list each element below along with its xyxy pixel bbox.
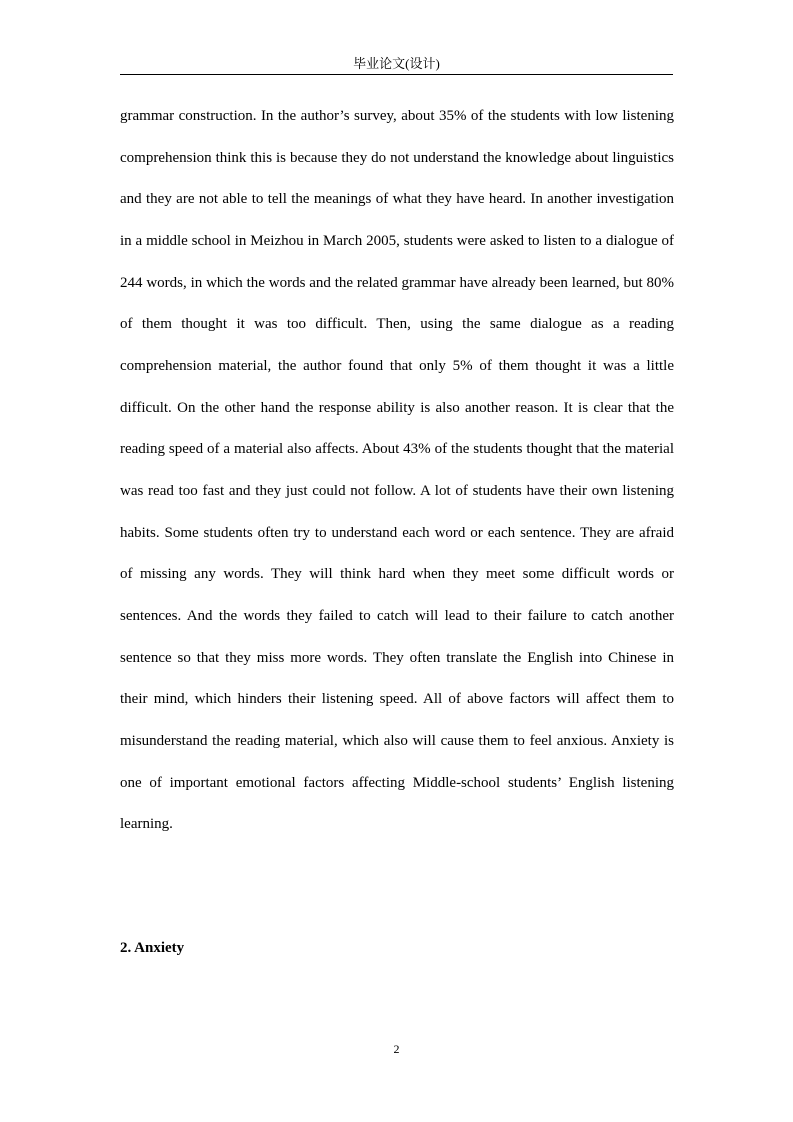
page-number: 2 [393, 1042, 400, 1056]
body-paragraph: grammar construction. In the author’s survey, about 35% of the students with low listening comprehension think this is because they do not understand the knowledge about linguistics and they are not able to tell the meanings of what they have heard. In another investigation in a middle school in Meizhou in March 2005, students were asked to listen to a dialogue of 244 words, in which the words and the related grammar have already been learned, but 80% of them thought it was too difficult. Then, using the same dialogue as a reading comprehension material, the author found that only 5% of them thought it was a little difficult. On the other hand the response ability is also another reason. It is clear that the reading speed of a material also affects. About 43% of the students thought that the material was read too fast and they just could not follow. A lot of students have their own listening habits. Some students often try to understand each word or each sentence. They are afraid of missing any words. They will think hard when they meet some difficult words or sentences. And the words they failed to catch will lead to their failure to catch another sentence so that they miss more words. They often translate the English into Chinese in their mind, which hinders their listening speed. All of above factors will affect them to misunderstand the reading material, which also will cause them to feel anxious. Anxiety is one of important emotional factors affecting Middle-school students’ English listening learning. [120, 108, 674, 833]
section-heading: 2. Anxiety [120, 940, 185, 956]
page-header: 毕业论文(设计) [353, 56, 440, 71]
header-rule [120, 74, 673, 75]
